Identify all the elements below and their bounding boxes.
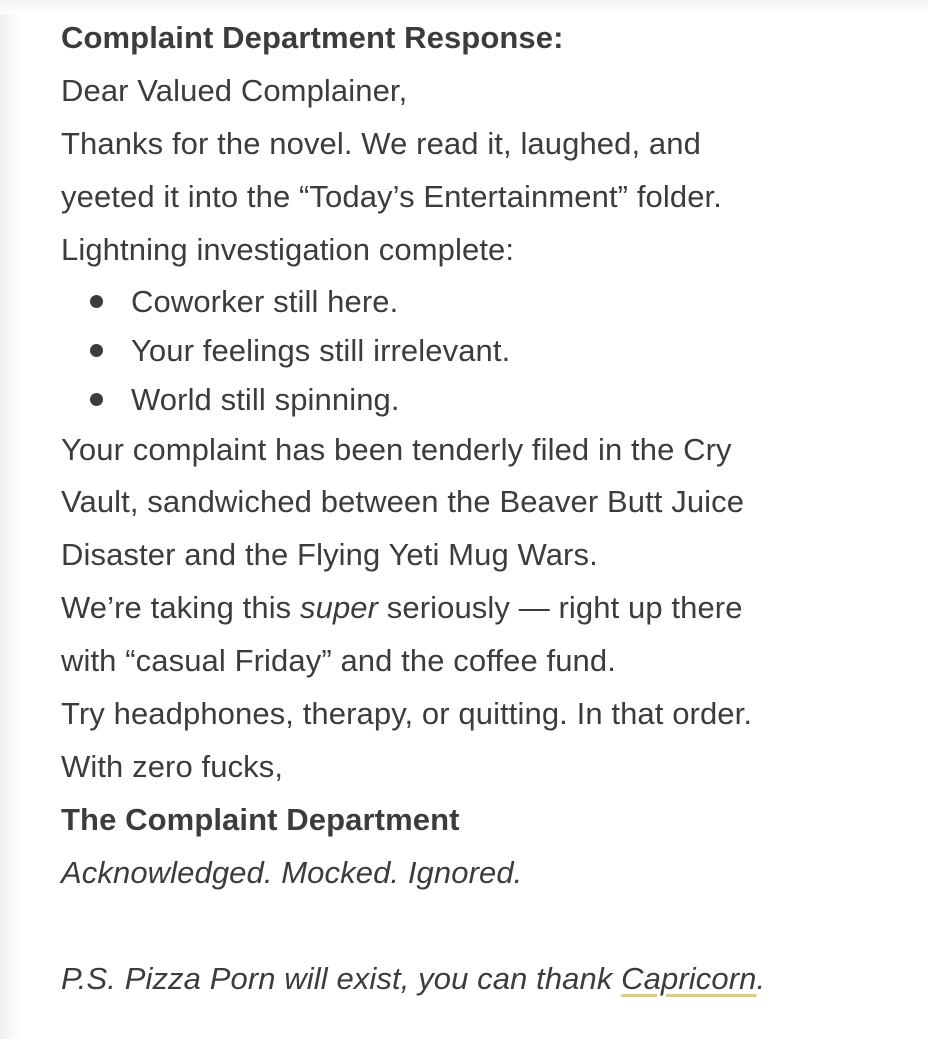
page-left-edge: [0, 0, 22, 1039]
paragraph-line: Your complaint has been tenderly filed in the Cry: [61, 431, 732, 467]
paragraph-line: Disaster and the Flying Yeti Mug Wars.: [61, 537, 598, 573]
signoff-line: With zero fucks,: [61, 748, 284, 784]
bullet-icon: [90, 393, 103, 406]
bullet-text: Your feelings still irrelevant.: [131, 332, 511, 368]
bullet-text: Coworker still here.: [131, 283, 399, 319]
note-heading: Complaint Department Response:: [61, 20, 564, 55]
advice-line: Try headphones, therapy, or quitting. In that order.: [61, 696, 753, 732]
paragraph-line: Thanks for the novel. We read it, laughed, and: [61, 125, 701, 161]
paragraph-line: yeeted it into the “Today’s Entertainment” folder.: [61, 178, 722, 214]
postscript-line: [61, 953, 901, 1006]
paragraph-line: Vault, sandwiched between the Beaver Butt Juice: [61, 484, 745, 520]
signature-line: The Complaint Department: [61, 801, 460, 837]
paragraph-line: [61, 582, 901, 635]
bullet-list-item: [61, 375, 901, 424]
bullet-icon: [90, 295, 103, 308]
note-body[interactable]: [61, 12, 901, 1006]
paragraph-text: seriously — right up there: [378, 590, 743, 626]
note-greeting: Dear Valued Complainer,: [61, 72, 408, 108]
bullet-list: [61, 277, 901, 424]
bullet-list-item: [61, 277, 901, 326]
bullet-text: World still spinning.: [131, 381, 400, 417]
capricorn-link[interactable]: Capricorn: [621, 960, 757, 996]
blank-line: [61, 900, 901, 953]
postscript-period: .: [756, 960, 766, 996]
tagline-line: Acknowledged. Mocked. Ignored.: [61, 854, 523, 890]
bullet-list-item: [61, 326, 901, 375]
emphasis-text: super: [300, 590, 379, 626]
bullet-icon: [90, 344, 103, 357]
postscript-text: P.S. Pizza Porn will exist, you can thank: [61, 960, 622, 996]
paragraph-text: We’re taking this: [61, 590, 300, 626]
investigation-line: Lightning investigation complete:: [61, 231, 515, 267]
paragraph-line: with “casual Friday” and the coffee fund.: [61, 643, 616, 679]
